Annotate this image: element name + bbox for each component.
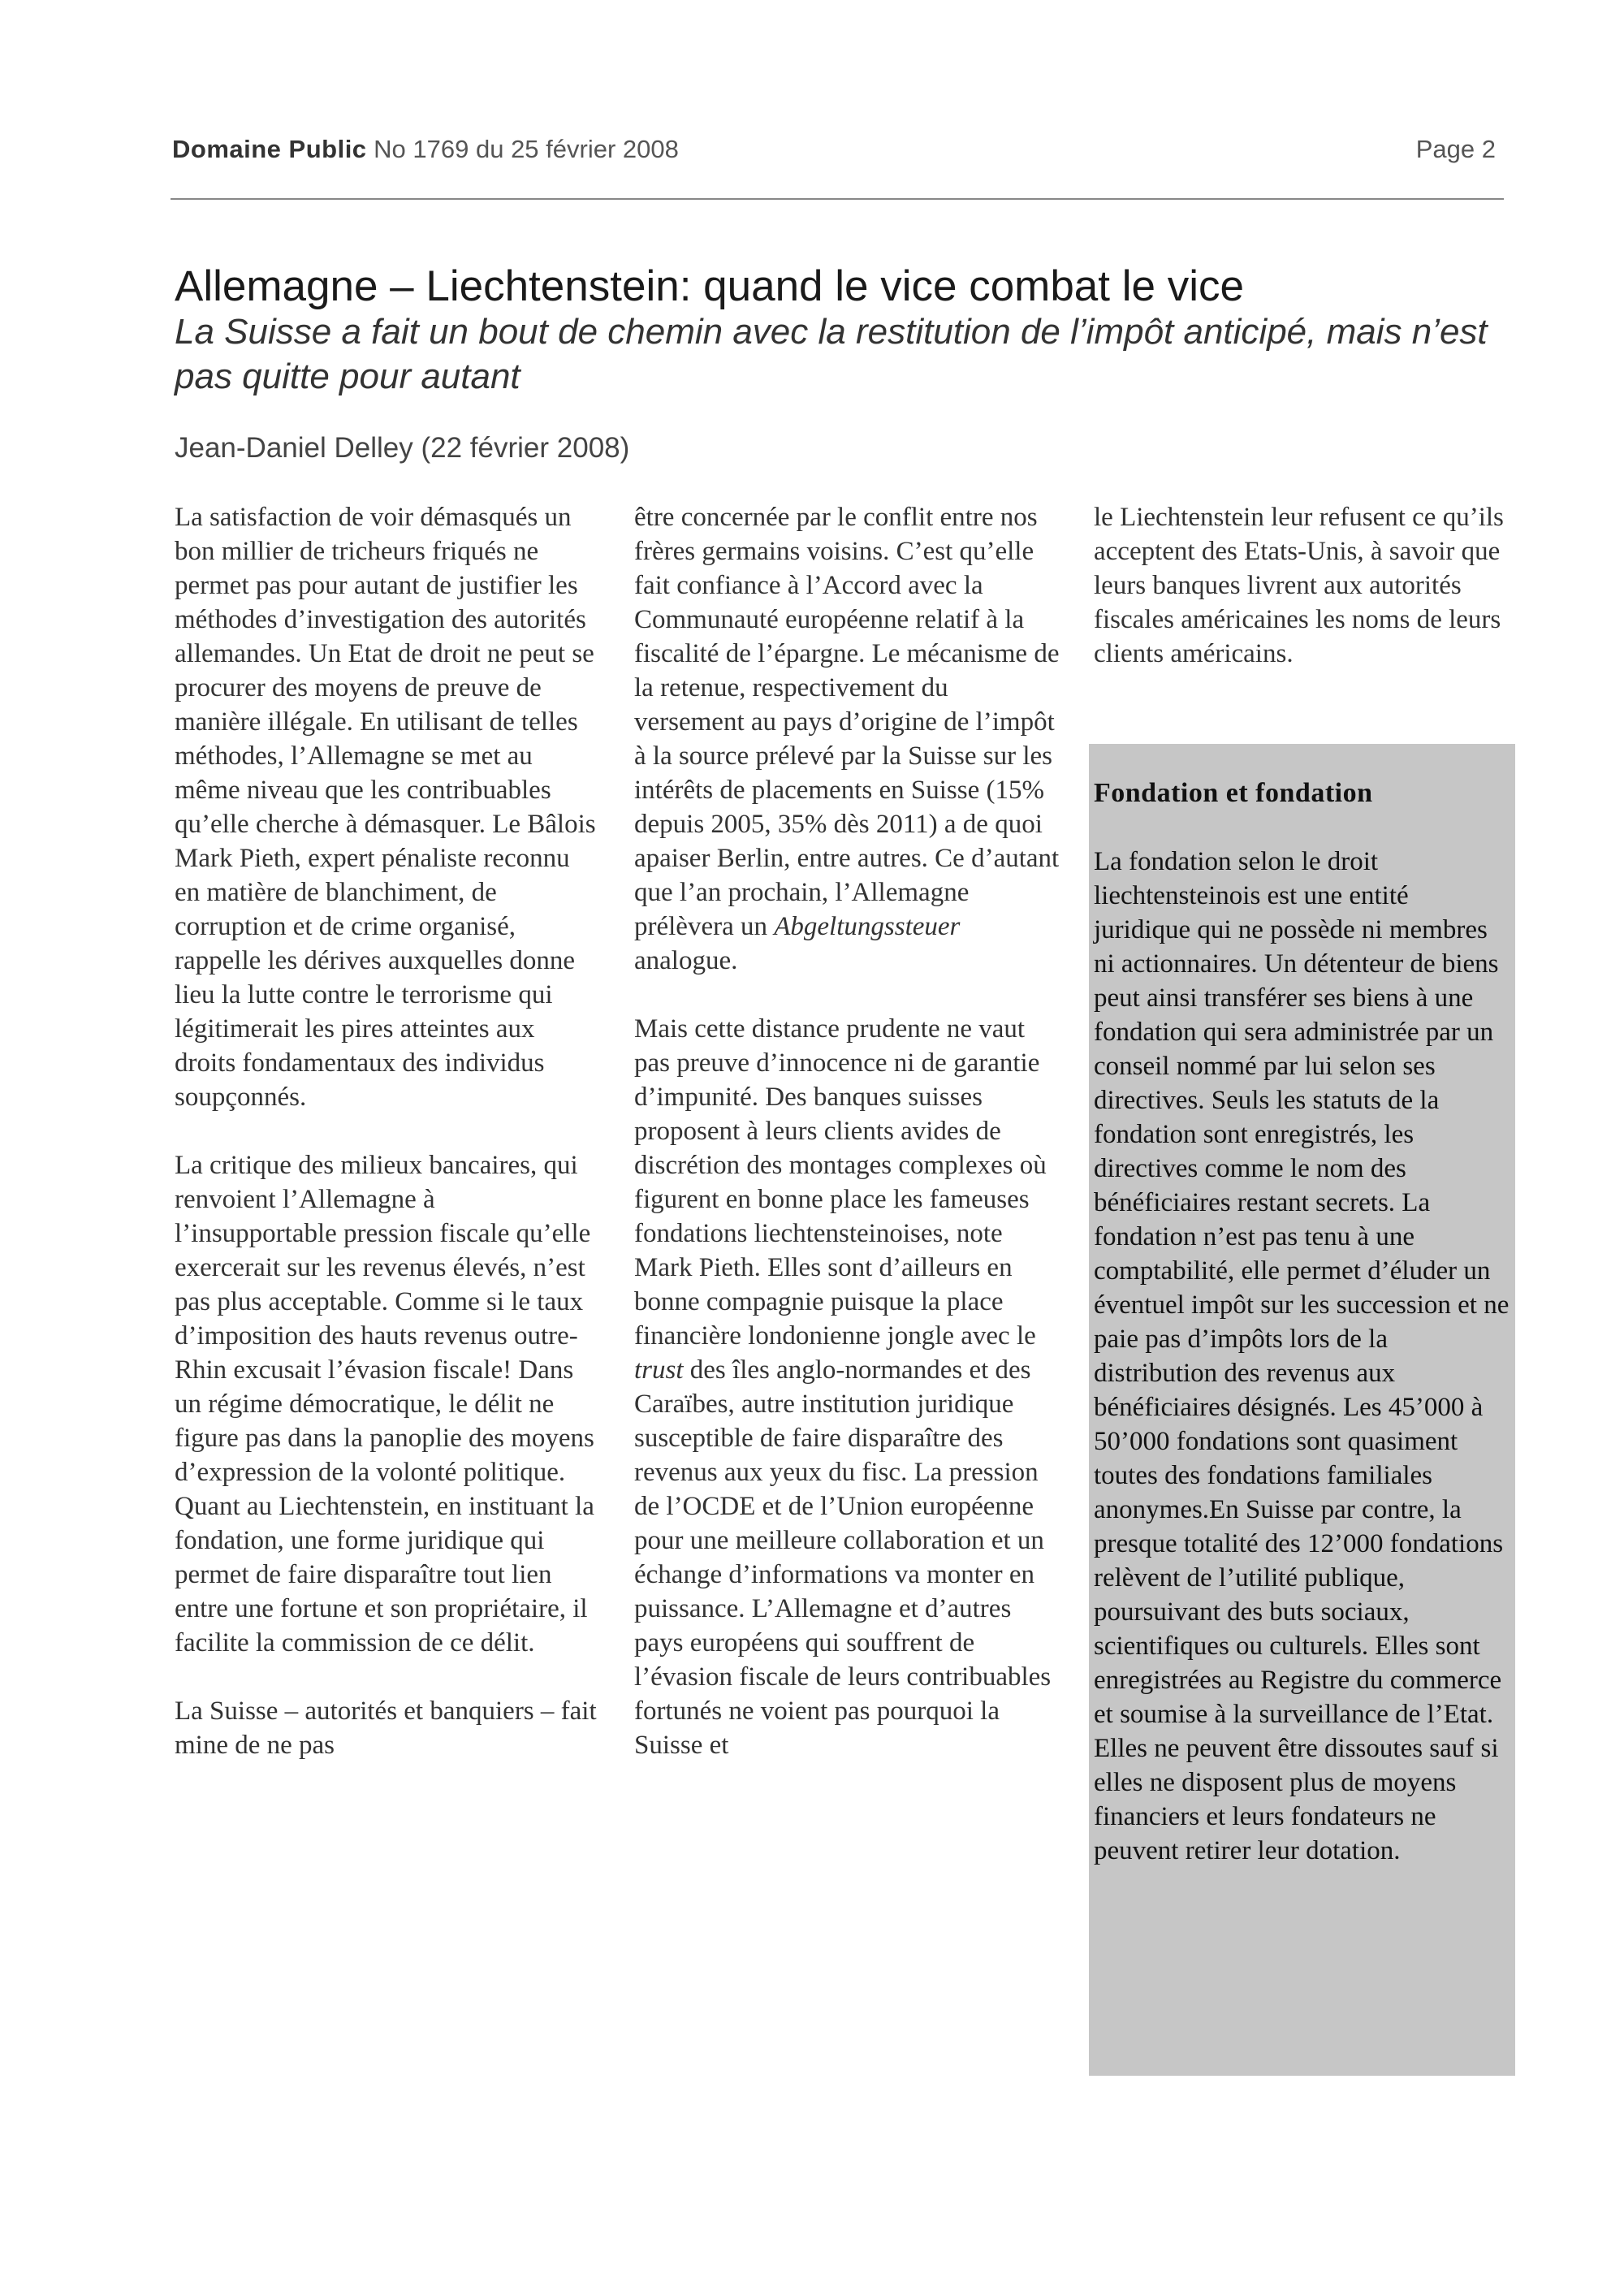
text-run: des îles anglo-normandes et des Caraïbes, autre institution juridique susceptible de faire disparaître des revenus aux yeux du fisc. La pression de l’OCDE et de l’Union européenne pour une meilleure collaboration et un échange d’informations va monter en puissance. L’Allemagne et d’autres pays européens qui souffrent de l’évasion fiscale de leurs contribuables fortunés ne voient pas pourquoi la Suisse et bbox=[634, 1355, 1052, 1760]
article-subtitle: La Suisse a fait un bout de chemin avec la restitution de l’impôt anticipé, mais n’est pas quitte pour autant bbox=[175, 312, 1488, 396]
text-run: être concernée par le conflit entre nos frères germains voisins. C’est qu’elle fait confiance à l’Accord avec la Communauté européenne relatif à la fiscalité de l’épargne. Le mécanisme de la retenue, respectivement du versement au pays d’origine de l’impôt à la source prélevé par la Suisse sur les intérêts de placements en Suisse (15% depuis 2005, 35% dès 2011) a de quoi apaiser Berlin, entre autres. Ce d’autant que l’an prochain, l’Allemagne prélèvera un bbox=[634, 503, 1060, 941]
paragraph: le Liechtenstein leur refusent ce qu’ils acceptent des Etats-Unis, à savoir que leurs banques livrent aux autorités fiscales américaines les noms de leurs clients américains. bbox=[1094, 503, 1504, 668]
article-byline: Jean-Daniel Delley (22 février 2008) bbox=[175, 432, 630, 464]
text-column-2 bbox=[634, 500, 1060, 1796]
article-title: Allemagne – Liechtenstein: quand le vice combat le vice bbox=[175, 262, 1244, 310]
text-column-1 bbox=[175, 500, 601, 1796]
italic-term: trust bbox=[634, 1355, 684, 1385]
sidebar-box bbox=[1089, 744, 1515, 2076]
paragraph bbox=[634, 500, 1060, 978]
sidebar-title: Fondation et fondation bbox=[1094, 778, 1373, 808]
issue-info: No 1769 du 25 février 2008 bbox=[366, 135, 679, 163]
text-run: analogue. bbox=[634, 946, 738, 975]
text-column-3 bbox=[1094, 500, 1504, 671]
italic-term: Abgeltungssteuer bbox=[774, 912, 961, 941]
text-run: Mais cette distance prudente ne vaut pas preuve d’innocence ni de garantie d’impunité. Des banques suisses proposent à leurs clients avides de discrétion des montages complexes où figurent en bonne place les fameuses fondations liechtensteinoises, note Mark Pieth. Elles sont d’ailleurs en bonne compagnie puisque la place financière londonienne jongle avec le bbox=[634, 1014, 1047, 1351]
header-divider bbox=[171, 198, 1504, 200]
page-header bbox=[172, 130, 1504, 171]
paragraph: La satisfaction de voir démasqués un bon millier de tricheurs friqués ne permet pas pour autant de justifier les méthodes d’investigation des autorités allemandes. Un Etat de droit ne peut se procurer des moyens de preuve de manière illégale. En utilisant de telles méthodes, l’Allemagne se met au même niveau que les contribuables qu’elle cherche à démasquer. Le Bâlois Mark Pieth, expert pénaliste reconnu en matière de blanchiment, de corruption et de crime organisé, rappelle les dérives auxquelles donne lieu la lutte contre le terrorisme qui légitimerait les pires atteintes aux droits fondamentaux des individus soupçonnés. bbox=[175, 503, 596, 1112]
page-number: Page 2 bbox=[1415, 135, 1496, 163]
publication-line bbox=[172, 135, 679, 164]
paragraph: La critique des milieux bancaires, qui renvoient l’Allemagne à l’insupportable pression fiscale qu’elle exercerait sur les revenus élevés, n’est pas plus acceptable. Comme si le taux d’imposition des hauts revenus outre-Rhin excusait l’évasion fiscale! Dans un régime démocratique, le délit ne figure pas dans la panoplie des moyens d’expression de la volonté politique. Quant au Liechtenstein, en instituant la fondation, une forme juridique qui permet de faire disparaître tout lien entre une fortune et son propriétaire, il facilite la commission de ce délit. bbox=[175, 1151, 594, 1658]
publication-name: Domaine Public bbox=[172, 135, 367, 163]
paragraph bbox=[634, 1012, 1060, 1762]
paragraph: La Suisse – autorités et banquiers – fait mine de ne pas bbox=[175, 1696, 597, 1760]
sidebar-body: La fondation selon le droit liechtensteinois est une entité juridique qui ne possède ni membres ni actionnaires. Un détenteur de biens peut ainsi transférer ses biens à une fondation qui sera administrée par un conseil nommé par lui selon ses directives. Seuls les statuts de la fondation sont enregistrés, les directives comme le nom des bénéficiaires restant secrets. La fondation n’est pas tenu à une comptabilité, elle permet d’éluder un éventuel impôt sur les succession et ne paie pas d’impôts lors de la distribution des revenus aux bénéficiaires désignés. Les 45’000 à 50’000 fondations sont quasiment toutes des fondations familiales anonymes.En Suisse par contre, la presque totalité des 12’000 fondations relèvent de l’utilité publique, poursuivant des buts sociaux, scientifiques ou culturels. Elles sont enregistrées au Registre du commerce et soumise à la surveillance de l’Etat. Elles ne peuvent être dissoutes sauf si elles ne disposent plus de moyens financiers et leurs fondateurs ne peuvent retirer leur dotation. bbox=[1094, 847, 1510, 1865]
